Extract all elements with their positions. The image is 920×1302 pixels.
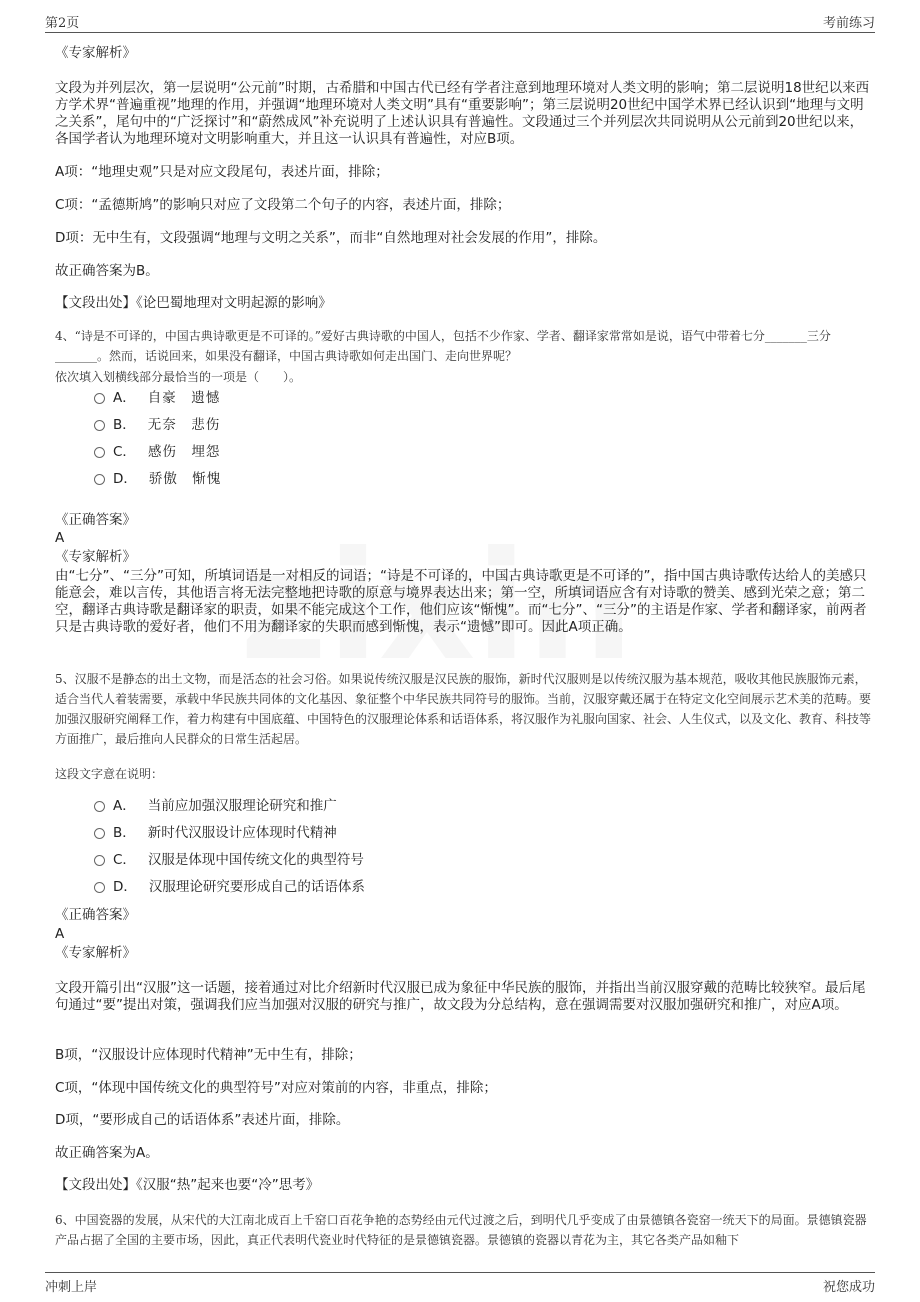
q3-analysis-label: 《专家解析》	[55, 45, 136, 61]
q4-analysis-label: 《专家解析》	[55, 549, 136, 565]
page-footer	[45, 1272, 875, 1295]
footer-right: 祝您成功	[822, 1280, 875, 1295]
q5-stem: 5、汉服不是静态的出土文物，而是活态的社会习俗。如果说传统汉服是汉民族的服饰，新时代汉服则是以传统汉服为基本规范，吸收其他民族服饰元素，适合当代人着装需要，承载中华民族共同体的文化基因、象征整个中华民族共同符号的服饰。当前，汉服穿戴还属于在特定文化空间展示艺术美的范畴。要加强汉服研究阐释工作，着力构建有中国底蕴、中国特色的汉服理论体系和话语体系，将汉服作为礼服向国家、社会、人生仪式，以及文化、教育、科技等方面推广，最后推向人民群众的日常生活起居。	[55, 672, 872, 746]
q5-option-b[interactable]: B． 新时代汉服设计应体现时代精神	[94, 824, 337, 842]
q3-option-c-note: C项：“孟德斯鸠”的影响只对应了文段第二个句子的内容，表述片面，排除；	[55, 197, 511, 213]
page-number: 第2页	[45, 16, 80, 31]
q5-option-b-note: B项，“汉服设计应体现时代精神”无中生有，排除；	[55, 1047, 362, 1063]
radio-icon[interactable]	[94, 828, 105, 839]
radio-icon[interactable]	[94, 393, 105, 404]
page-header	[45, 12, 875, 33]
q5-prompt: 这段文字意在说明：	[55, 767, 164, 781]
radio-icon[interactable]	[94, 855, 105, 866]
q4-answer: A	[55, 530, 65, 546]
q4-prompt: 依次填入划横线部分最恰当的一项是（ ）。	[55, 370, 302, 384]
q5-answer-label: 《正确答案》	[55, 907, 136, 923]
q5-answer: A	[55, 926, 65, 942]
q6-stem: 6、中国瓷器的发展，从宋代的大江南北成百上千窑口百花争艳的态势经由元代过渡之后，到明代几乎变成了由景德镇各瓷窑一统天下的局面。景德镇瓷器产品占据了全国的主要市场，因此，真正代表明代瓷业时代特征的是景德镇瓷器。景德镇的瓷器以青花为主，其它各类产品如釉下	[55, 1213, 867, 1247]
radio-icon[interactable]	[94, 420, 105, 431]
q5-option-c-note: C项，“体现中国传统文化的典型符号”对应对策前的内容，非重点，排除；	[55, 1080, 497, 1096]
q5-analysis: 文段开篇引出“汉服”这一话题，接着通过对比介绍新时代汉服已成为象征中华民族的服饰，并指出当前汉服穿戴的范畴比较狭窄。最后尾句通过“要”提出对策，强调我们应当加强对汉服的研究与推广，故文段为分总结构，意在强调需要对汉服加强研究和推广，对应A项。	[55, 980, 866, 1013]
q4-option-c[interactable]: C． 感伤 埋怨	[94, 443, 220, 461]
q4-option-b[interactable]: B． 无奈 悲伤	[94, 416, 220, 434]
q3-analysis: 文段为并列层次，第一层说明“公元前”时期，古希腊和中国古代已经有学者注意到地理环境对人类文明的影响；第二层说明18世纪以来西方学术界“普遍重视”地理的作用，并强调“地理环境对人类文明”具有“重要影响”；第三层说明20世纪中国学术界已经认识到“地理与文明之关系”，尾句中的“广泛探讨”和“蔚然成风”补充说明了上述认识具有普遍性。文段通过三个并列层次共同说明从公元前到20世纪以来，各国学者认为地理环境对文明影响重大，并且这一认识具有普遍性，对应B项。	[55, 80, 870, 147]
footer-left: 冲刺上岸	[45, 1280, 98, 1295]
q5-analysis-label: 《专家解析》	[55, 945, 136, 961]
q4-analysis: 由“七分”、“三分”可知，所填词语是一对相反的词语；“诗是不可译的，中国古典诗歌更是不可译的”，指中国古典诗歌传达给人的美感只能意会，难以言传，其他语言将无法完整地把诗歌的原意与境界表达出来；第一空，所填词语应含有对诗歌的赞美、感到光荣之意；第二空，翻译古典诗歌是翻译家的职责，如果不能完成这个工作，他们应该“惭愧”。而“七分”、“三分”的主语是作家、学者和翻译家，前两者只是古典诗歌的爱好者，他们不用为翻译家的失职而感到惭愧，表示“遗憾”即可。因此A项正确。	[55, 568, 867, 635]
radio-icon[interactable]	[94, 882, 105, 893]
radio-icon[interactable]	[94, 447, 105, 458]
q3-source: 【文段出处】《论巴蜀地理对文明起源的影响》	[55, 295, 332, 311]
q4-stem: 4、“诗是不可译的，中国古典诗歌更是不可译的。”爱好古典诗歌的中国人，包括不少作家、学者、翻译家常常如是说，语气中带着七分_______三分_______。然而，话说回来，如果没有翻译，中国古典诗歌如何走出国门、走向世界呢？	[55, 329, 831, 363]
q5-option-c[interactable]: C． 汉服是体现中国传统文化的典型符号	[94, 851, 364, 869]
q3-option-a-note: A项：“地理史观”只是对应文段尾句，表述片面，排除；	[55, 164, 389, 180]
q5-answer-text: 故正确答案为A。	[55, 1145, 159, 1161]
q5-option-d[interactable]: D． 汉服理论研究要形成自己的话语体系	[94, 878, 365, 896]
q3-answer: 故正确答案为B。	[55, 263, 159, 279]
q4-option-a[interactable]: A． 自豪 遗憾	[94, 389, 220, 407]
q5-source: 【文段出处】《汉服“热”起来也要“冷”思考》	[55, 1177, 320, 1193]
q4-answer-label: 《正确答案》	[55, 512, 136, 528]
radio-icon[interactable]	[94, 474, 105, 485]
header-title: 考前练习	[822, 16, 875, 31]
q4-option-d[interactable]: D． 骄傲 惭愧	[94, 470, 221, 488]
q5-option-a[interactable]: A． 当前应加强汉服理论研究和推广	[94, 797, 337, 815]
q5-option-d-note: D项，“要形成自己的话语体系”表述片面，排除。	[55, 1112, 350, 1128]
radio-icon[interactable]	[94, 801, 105, 812]
q3-option-d-note: D项：无中生有，文段强调“地理与文明之关系”，而非“自然地理对社会发展的作用”，排除。	[55, 230, 607, 246]
